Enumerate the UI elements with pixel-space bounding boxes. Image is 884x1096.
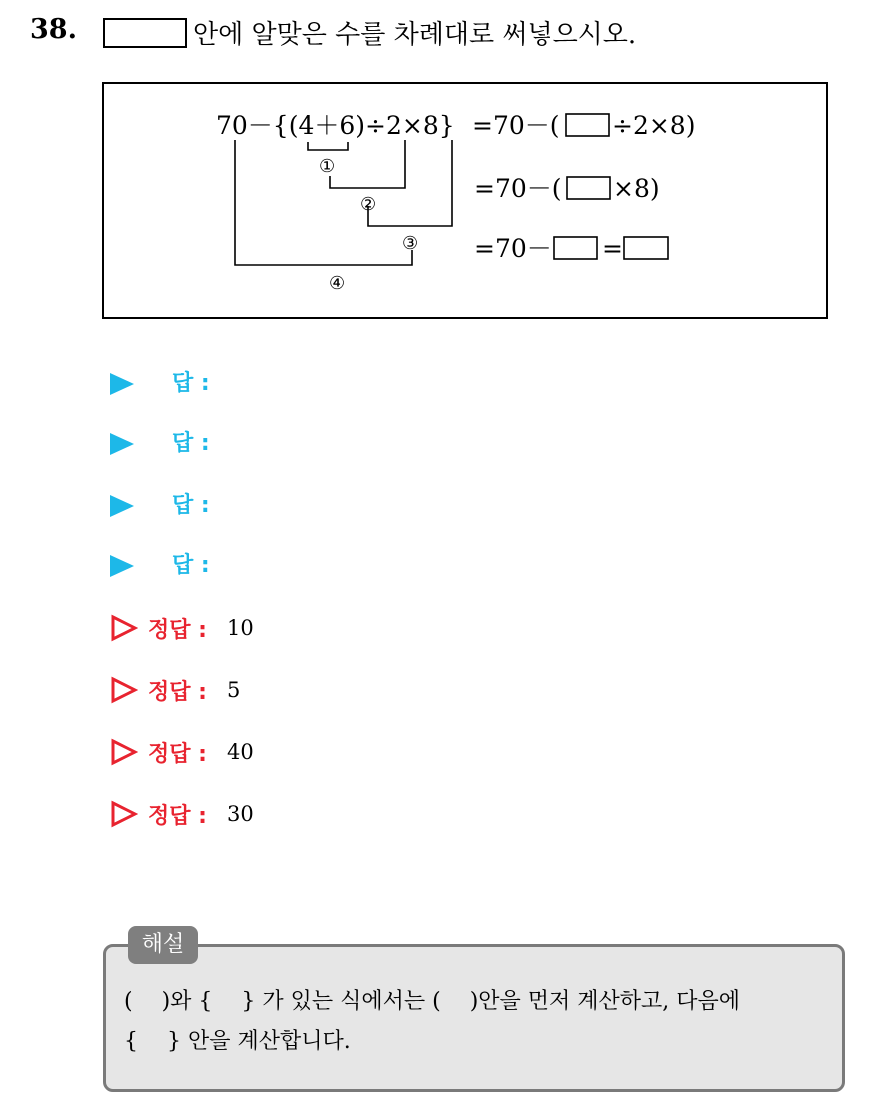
step2-blank-box: [567, 177, 610, 199]
question-text: 안에 알맞은 수를 차례대로 써넣으시오.: [193, 20, 637, 50]
answer-label: 답 :: [172, 553, 210, 578]
bracket-2: [330, 140, 405, 188]
answer-row: [110, 549, 210, 583]
filled-triangle-right-icon: [110, 373, 134, 395]
correct-answer-row: [110, 735, 254, 769]
correct-answer-label: 정답 :: [148, 803, 207, 829]
step3-blank-box-b: [624, 237, 668, 259]
outline-triangle-right-icon: [110, 800, 138, 828]
correct-answer-row: [110, 673, 240, 707]
question-number: 38.: [30, 14, 77, 45]
answer-label: 답 :: [172, 493, 210, 518]
expression-text: 70－{(4＋6)÷2×8}: [216, 111, 455, 140]
outline-triangle-right-icon: [110, 676, 138, 704]
step3-equals: =: [602, 234, 623, 263]
answer-label: 답 :: [172, 431, 210, 456]
filled-triangle-right-icon: [110, 495, 134, 517]
correct-answer-value: 10: [226, 616, 254, 640]
step2-tail: ×8): [613, 174, 660, 203]
solution-text: [124, 982, 836, 1062]
filled-triangle-right-icon: [110, 433, 134, 455]
answer-row: [110, 427, 210, 461]
filled-triangle-right-icon: [110, 555, 134, 577]
step1-blank-box: [566, 114, 609, 136]
step1-tail: ÷2×8): [612, 111, 696, 140]
step3-blank-box-a: [554, 237, 597, 259]
blank-box: [103, 18, 187, 48]
solution-line-1: ( )와 { } 가 있는 식에서는 ( )안을 먼저 계산하고, 다음에: [124, 989, 741, 1014]
correct-answer-label: 정답 :: [148, 741, 207, 767]
marker-4: ④: [329, 273, 346, 294]
answer-row: [110, 367, 210, 401]
bracket-3: [368, 140, 452, 226]
step3-prefix: =70－: [474, 234, 552, 263]
correct-answer-value: 30: [226, 802, 254, 826]
outline-triangle-right-icon: [110, 614, 138, 642]
step2-prefix: =70－(: [474, 174, 562, 203]
correct-answer-row: [110, 611, 254, 645]
outline-triangle-right-icon: [110, 738, 138, 766]
correct-answer-label: 정답 :: [148, 617, 207, 643]
answer-row: [110, 489, 210, 523]
marker-1: ①: [319, 156, 336, 177]
correct-answer-label: 정답 :: [148, 679, 207, 705]
expression-diagram: [104, 84, 830, 321]
expression-figure: [102, 82, 828, 319]
marker-2: ②: [360, 194, 377, 215]
correct-answer-value: 5: [226, 678, 241, 702]
marker-3: ③: [402, 233, 419, 254]
solution-line-2: { } 안을 계산합니다.: [124, 1029, 351, 1054]
step1-prefix: =70－(: [472, 111, 560, 140]
solution-tag: 해설: [128, 926, 198, 964]
correct-answer-value: 40: [226, 740, 254, 764]
answer-label: 답 :: [172, 371, 210, 396]
bracket-lines: [235, 140, 452, 265]
bracket-1: [308, 142, 348, 150]
correct-answer-row: [110, 797, 254, 831]
